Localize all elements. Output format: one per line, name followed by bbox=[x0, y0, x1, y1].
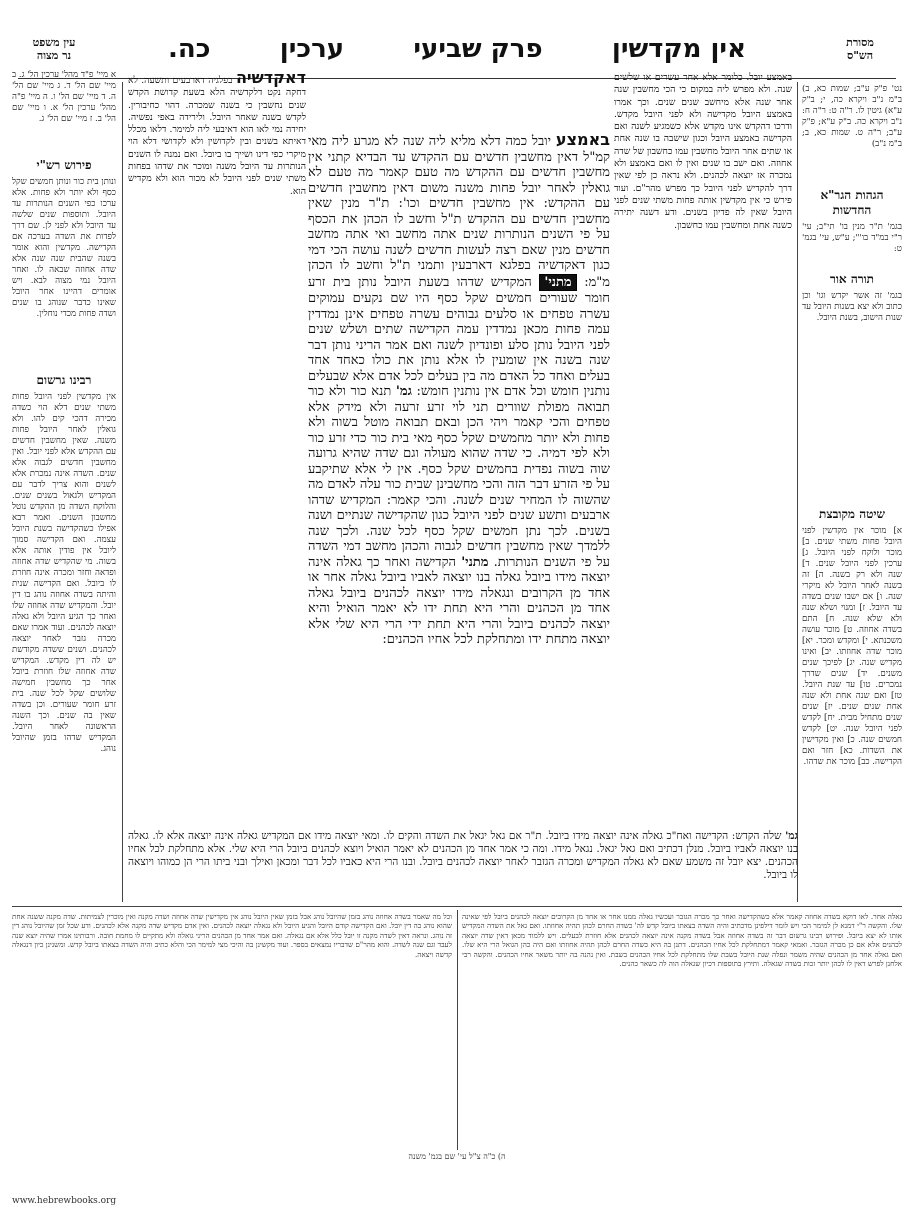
left-margin-rule bbox=[122, 82, 123, 902]
gemara-text: יובל כמה דלא מליא ליה שנה לא מגרע ליה מאי קמ"ל דאין מחשבין חדשים עם ההקדש עד הבדיא קתני אין מחשבין חדשים עם ההקדש מה טעם קאמר מה טעם לא גואלין לאחר יובל פחות משנה משום דאין מחשבין חדשים עם ההקדש: אין מחשבין חדשים וכו': ת"ר מנין שאין מחשבין חדשים עם ההקדש ת"ל וחשב לו הכהן את הכסף על פי השנים הנותרות שנים אתה מחשב ואי אתה מחשב חדשים מנין שאם רצה לעשות חדשים לשנה עושה הכי דמי כגון דאקדשיה בפלגא דארבעין ותמני ת"ל וחשב לו הכהן מ"מ: bbox=[308, 134, 610, 290]
inner-right-commentary bbox=[614, 72, 792, 892]
masoret-hashas-text: נט' פ"ק ע"ב; שמות כא, ב) ב"מ נ"ב ויקרא כה, י; ב"ק ע"א) גיטין לו. ר"ה ט: ר"ה ח: נ"ב ויקרא כה. ב"ק ע"א; פ"ק ע"ב; ר"ה ט. שמות כא, ב; ב"מ נ"ב) bbox=[802, 84, 902, 149]
chapter-name: אין מקדשין bbox=[611, 34, 746, 64]
ein-mishpat-label: עין משפט נר מצוה bbox=[32, 36, 76, 62]
bottom-right-commentary bbox=[462, 912, 902, 1150]
haghot-text: בגמ' ת"ר מנין בו' תי"ב; עי' ר"י במ"ד בו'"; ע"ש, עי' בגמ' ט: bbox=[802, 222, 902, 254]
footnote bbox=[300, 1152, 614, 1166]
tosafot-block bbox=[128, 72, 306, 802]
bottom-section-rule bbox=[12, 906, 902, 907]
mishna-label: מתני' bbox=[539, 274, 576, 292]
rabbenu-gershom-text: אין מקדשין לפני היובל פחות משתי שנים דלא הוי כשדה מכירה דהכי קים להו. ולא גואלין לאחר היובל פחות משנה. שאין מחשבין חדשים עם ההקדש אלא לפני יובל. ואין מחשבין חדשים לגבוה אלא שנים. השדה אינה נמכרת אלא לשנים והוא צריך לדבר עם המקדיש ולגאול בשנים שנים. והלוקח השדה מן ההקדש נוטל מחשבון השנים. ואמר רבא אפילו כשהקדישה בשנת היובל עצמה. ואם הקדישה סמוך ליובל אין פודין אותה אלא בשוה. מי שהקדיש שדה אחוזה ופדאה וחזר ומכרה אינה חוזרת לו ביובל. ואם הקדישה שנית והיתה בשדה אחוזה נוהג בו דין יובל. והמקדיש שדה אחוזה שלו ואחר כך הגיע היובל ולא גאלה יוצאה לכהנים. ועוד אמרו שאם מכרה גזבר לאחר יוצאה לכהנים. ושנים ששדה מקודשת יש לה דין מקדש. המקדיש שדה אחוזה שלו חוזרת ביובל אחר כך מחשבין חמישה שלושים שקל לכל שנה. בית זרע חומר שעורים. וכן בשדה שאין בה שנים. וכך השנה הראשונה לאחר היובל. המקדיש שדהו בזמן שהיובל נוהג. bbox=[12, 392, 116, 754]
mishna2-text: הקדישה ואחר כך גאלה אינה יוצאה מידו ביובל גאלה בנו יוצאה לאביו ביובל גאלה אחר או אחד מן הקרובים ונגאלה מידו יוצאה לכהנים ביובל גאלה אחד מן הכהנים והרי היא תחת ידו לא יאמר הואיל והיא יוצאה לכהנים ביובל והרי היא תחת ידי הרי היא שלי אלא יוצאה מתחת ידו ומתחלקת לכל אחיו הכהנים: bbox=[308, 554, 610, 647]
torah-or-title: תורה אור bbox=[829, 272, 875, 286]
rashi-commentary-text: באמצע יובל. כלומר אלא אחר עשרים או שלשים שנה. ולא מפרש ליה במקום כי הכי מחשבין שנה אחר שנה אלא מיחשב שנים שנים. וכך אמרו באמצע היובל מקדישה ולא לפני היובל מקדש. ודרכו דהקדש אינו מקדש אלא כשמגיע לשנה ואם הקדישה באמצע היובל וכגון שישבה בו שנה אחת או שתים אחר היובל מחשבין עמו כחשבון של שדה אחוזה. ואם ישב בו שנים ואין לו ואם באמצע ולא נמכרה אז יוצאה לכהנים. ולא נראה כן לפי שאין דרך להקדיש לפני היובל כך מפרש מהר"ם. ועוד פירש כי אין מקדשין אותה פחות משתי שנים לפני היובל שאין לה פדיון בשנים. ודע דשנה יתירה כשנה אחת ומחשבין עמו כחשבון. bbox=[614, 72, 792, 231]
tosafot-text: בפלגיה דארבעים ותשעה. לא דחקה נקט דלקדשיה הלא בשעת קדושת הקדש שנים נחשבין כי בשנה שמכרה. דהוי כחיבורין. לקדש בשנה שאחר היובל. ולירידה באפי נפשיה. יחידה נמי לאו הוא דאיבעי ליה למימר. דלאו מכלל דאיתא בשנים ובין לקדושין ולא לקדושי דלא הוי מיקרי כפי דינו ושייך בו ביובל. ואם נמנה לו השנים הנותרות עד היובל משנה ומוכר את שדהו בפחות משתי שנים לפני היובל לא מכור הוא ולא מקדיש הוא. bbox=[128, 75, 306, 197]
footnote-text: ה) כ"ה צ"ל עי' שם בגמ' משנה bbox=[408, 1152, 506, 1161]
bottom-left-commentary bbox=[12, 912, 452, 1150]
rashi-margin-title: פירוש רש"י bbox=[36, 158, 92, 172]
tagline-area bbox=[12, 1196, 212, 1210]
gemara3-text: שלה הקדש: הקדישה ואח"כ גאלה אינה יוצאה מידו ביובל. ת"ר אם גאל יגאל את השדה והקים לו. ומאי יוצאה מידו אם המקדיש גאלה אינה יוצאה אלא לו. גאלה בנו יוצאה לאביו ביובל. מנלן דכתיב ואם גאל יגאל. נגאל מידו. ומה כי אמר אחד מן הכהנים לא יאמר הואיל ויוצא לכהנים ביובל הרי היא שלי. אלא מתחלקת לכל אחיו הכהנים. יצא יובל זה משמע שאם לא גאלה המקדיש ומכרה הגזבר לאחר יוצאה לכהנים ביובל. ובנו הרי היא כאביו לכל דבר ומכאן ואילך ובני ביתו הרי הן כמוהו ויוצאה לו ביובל. bbox=[128, 830, 798, 881]
gemara2-label: גמ' bbox=[395, 384, 412, 399]
masoret-hashas-label: מסורת הש"ס bbox=[846, 36, 874, 62]
folio-number: כה. bbox=[168, 34, 211, 64]
gemara-text-block bbox=[308, 132, 610, 648]
haghot-title: הגהות הגר"א החדשות bbox=[820, 188, 884, 217]
mishna-text: המקדיש שדהו בשעת היובל נותן בית זרע חומר שעורים חמשים שקל כסף היו שם נקעים עמוקים עשרה טפחים או סלעים גבוהים עשרה טפחים אינן נמדדין עמה פחות מכאן נמדדין עמה הקדישה שתים ושלש שנים לפני היובל נותן סלע ופונדיון לשנה ואם אמר הריני נותן דבר שנה בשנה אין שומעין לו אלא נותן את כולו כאחד אחד בעלים ואחד כל האדם מה בין בעלים לכל אדם אלא שבעלים נותנין חומש וכל אדם אין נותנין חומש: bbox=[308, 274, 610, 399]
gemara-continuation bbox=[128, 830, 798, 902]
tagline: www.hebrewbooks.org bbox=[12, 1196, 117, 1206]
right-margin bbox=[802, 84, 902, 884]
gemara3-block bbox=[128, 830, 798, 882]
inner-left-commentary bbox=[128, 72, 306, 812]
bottom-left-text: וכל מה שאמר בשדה אחוזה נוהג בזמן שהיובל נוהג אבל בזמן שאין היובל נוהג אין מקדישין שדה אחוזה ושדה מקנה ואין מוכרין לצמיתות. שדה מקנה ששנה אחת שהוא נוהג בה דין יובל. ואם הקדישה קודם היובל והגיע היובל ולא נגאלה יוצאה לכהנים. ואין אדם מקדיש שדה מקנה אלא לכהנים. ודע שכל זמן שהיובל נוהג דין זה נוהג. ונראה דאין לשדה מקנה זו יובל כלל אלא אם נגאלה. ואם אמר אחד מן הכהנים הריני גואלה ולא מתקיים לו מחמת חובה. ורבותינו אמרו שהיה יוצא שנה לעבד וגם שנה לשדה. והוא מהר"ם שדבריו נמצאים בספר. ועוד מקשינן בה והיכי מצי למימר הכי והלא כתיב והיה השדה בצאתו ביובל קדש. ומשנינן כיון דנגאלה קדשה ויצאה. bbox=[12, 912, 452, 959]
mishna2-label: מתני' bbox=[461, 554, 489, 570]
gemara-lead-word: באמצע bbox=[555, 132, 610, 149]
gemara-column bbox=[308, 132, 610, 827]
ein-mishpat-text: א מיי' פ"ד מהל' ערכין הל' ג. ב מיי' שם הל' ד. ג מיי' שם הל' ה. ד מיי' שם הל' ו. ה מיי' פ"ה מהל' ערכין הל' א. ו מיי' שם הל' ב. ז מיי' שם הל' ג. bbox=[12, 70, 116, 124]
shita-title: שיטה מקובצת bbox=[819, 507, 885, 521]
gemara2-text: תנא כור ולא כור תבואה מפולת שוורים תני לוי זרע זרעה ולא מידק אלא טפחים והכי קאמר ויהי הכן ובאם תבואה מוטל בשוה ולא פחות ולא יותר מחמשים שקל כסף מאי בית כור כדי זרע כור ולא לפי דמיה. כי שדה שהוא מעולה וגם שדה שהיא גרועה שוה בשוה נפדית בחמשים שקל כסף. אין לי אלא שתיקבע על פי הזרע דבר הזה והכי מחשבינן שבית כור עלה לאדם מה שהשוה לו המחיר שנים לשנה. והכי קאמר: המקדיש שדהו ארבעים ותשע שנים לפני היובל כגון שהקדישה שנתיים ושנה בשנים. לכך נתן חמשים שקל כסף לכל שנה. ולכך שנה ללמדך שאין מחשבין חדשים לגבוה והכהן מחשב דמי השדה על פי השנים הנותרות. bbox=[308, 384, 610, 570]
tractate-name: ערכין bbox=[279, 34, 345, 64]
chapter-number: פרק שביעי bbox=[413, 34, 543, 64]
gemara3-label: גמ' bbox=[785, 830, 798, 842]
page-header bbox=[18, 34, 896, 76]
rabbenu-gershom-title: רבינו גרשום bbox=[36, 373, 92, 387]
page-title bbox=[168, 34, 746, 64]
torah-or-text: בגמ' זה אשר יקדש וגו' וכן כתוב ולא יצא בשנות היובל עד שנות הישוב, בשנת היובל. bbox=[802, 291, 902, 323]
rashi-margin-text: ונותן בית כור ונותן חמשים שקל כסף ולא יותר ולא פחות. אלא ערכו כפי השנים הנותרות עד היובל. ותוספות שנים שלשה עד היובל ולא לפני לן. שם דרך לפדות את השדה בערכה אם הקדישה. מקדשין והוא אומר בשנה שהבית שנה שנה אלא שדה אחוזה שבאה לו. ואחר היובל נמי מצוה לבא. ויש אומרים דהיינו אחר היובל שאינו כדבר שנוהג בו שנים ושדה פחות מכדי נוחלין. bbox=[12, 177, 116, 319]
bottom-right-text: גאלה אחר. לאו דוקא בשדה אחוזה קאמר אלא כשהקדישה ואחר כך מכרה הגזבר ועכשיו גאלה ממנו אחר או אחד מן הקרובים יוצאה לכהנים ביובל לפי שאינה שלו. והקשה ר"י דמנא לן למימר הכי ויש לומר דילפינן מדכתיב והיה השדה בצאתו ביובל קדש לה' כשדה החרם לכהן תהיה אחוזתו. ואם גאל את השדה המקדיש אותו לא יצא ביובל. ופירוש רבינו גרשום דבר זה בשדה אחוזה אבל בשדה מקנה אינה יוצאה לכהנים אלא חוזרת לבעלים. ויש ללמוד מכאן דאין שדה יוצאה לכהנים אלא אם כן מכרה הגזבר. ואמאי קאמר דמתחלקת לכל אחיו הכהנים. דתנן בה היא כשדה החרם לכהן תהיה אחוזתו ואם היה כהן הגואל הרי היא שלו. ואם גאלה אחד מן הכהנים שהיה משמר ונפלה שנת היובל בשבת שלו מתחלקת לכל אחיו הכהנים בשבת. ואין נהנה בה יותר משאר אחיו הכהנים. והקשה רבי אלחנן לפרש דאין לו לכהן יותר זכות בשדה שגאלה. ותירץ בתוספות דכיון שגאלה הוה לה כשאר כהנים. bbox=[462, 912, 902, 969]
right-margin-rule bbox=[797, 82, 798, 902]
shita-text: א] מוכר אין מקדשין לפני היובל פחות משתי שנים. ב] מוכר ולוקח לפני היובל. ג] ערכין לפני היובל שנים. ד] שנה ולא רק בשנה. ה] זה בשנה לאחר היובל לא מיקרי שנה. ו] אם ישבו שנים בשדה עד היובל. ז] ומנוי ושלא שנה ולא שלא שנה. ח] התם בשדה אחוזה. ט] מוכר עושה משכנתא. י] ומקדש ומכר. יא] מוכר שדה אחוזתו. יב] ואינו מקדיש שנה. יג] לפיכך שנים משנים. יד] שנים שדרך נמכרים. טו] עד שנת היובל. טז] ואם שנה אחת ולא שנה אחת שנים שנים. יז] שנים שנים מתחיל מבית. יח] לקדש לפני היובל שנה. יט] לקדש חמשים שנה. כ] ואין מקדישין את השדות. כא] חזר ואם הקדישה. כב] מוכר את שדהו. bbox=[802, 526, 902, 767]
bottom-center-rule bbox=[457, 910, 458, 1150]
left-margin bbox=[12, 70, 116, 880]
tosafot-heading: דאקדשיה bbox=[235, 72, 306, 87]
